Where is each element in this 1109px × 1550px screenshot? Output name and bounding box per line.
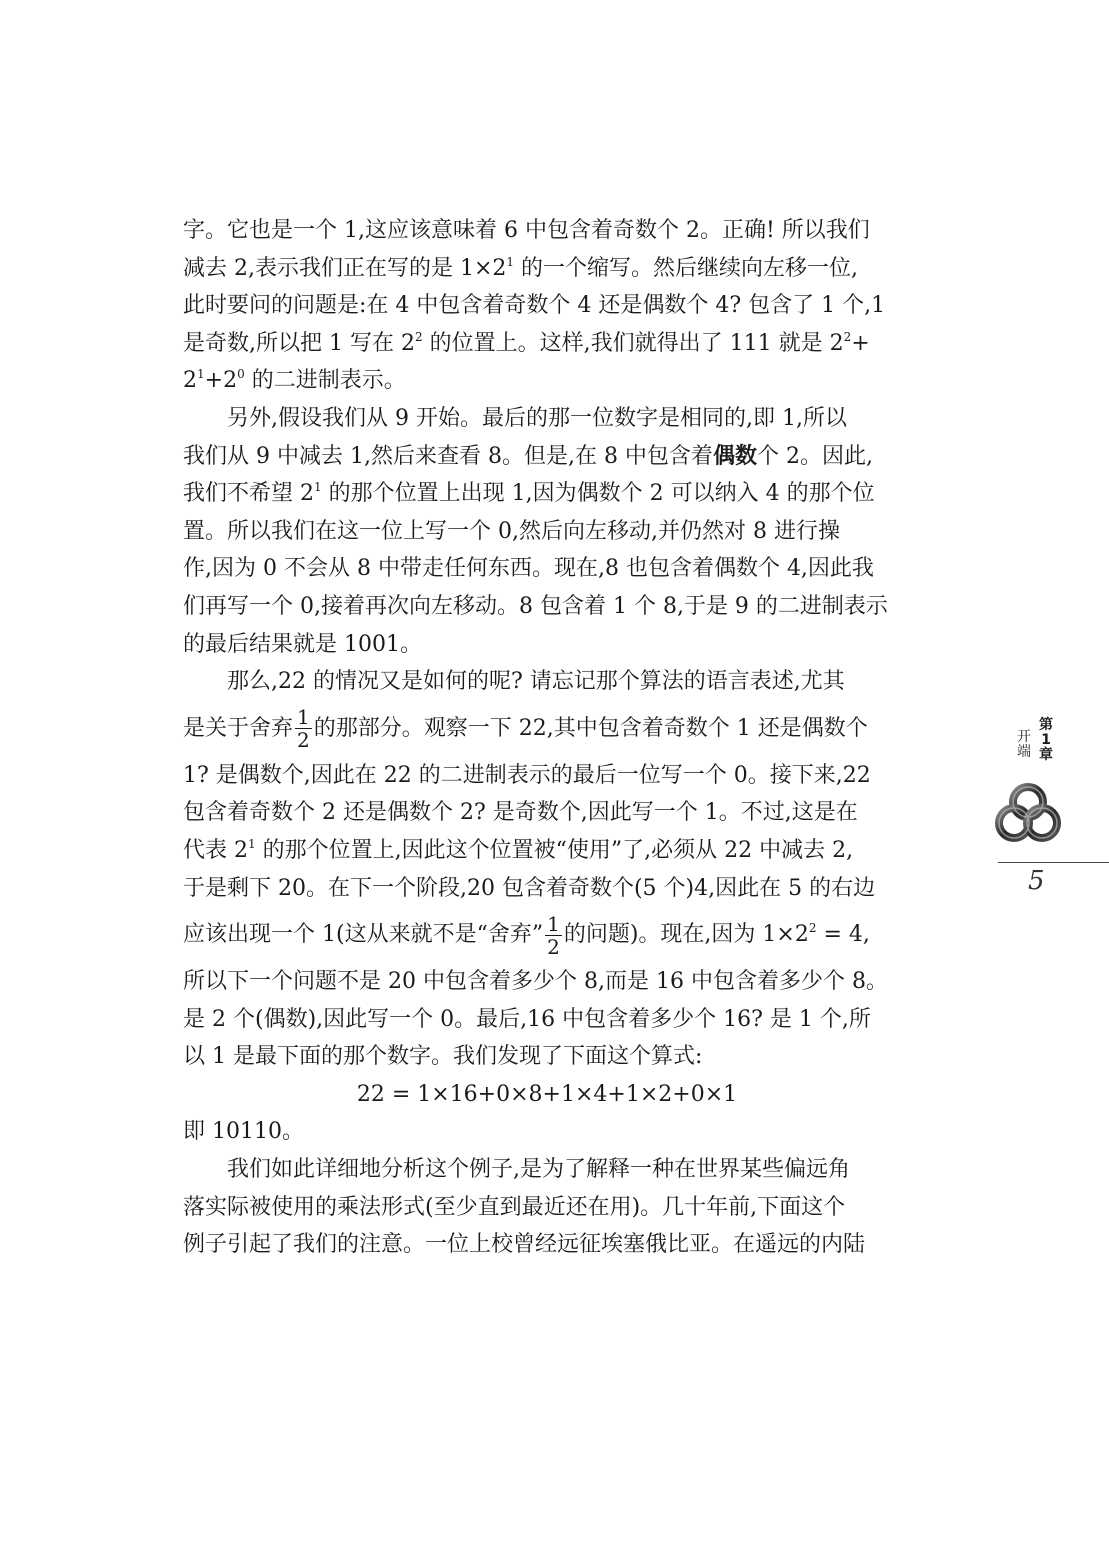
text-line (183, 701, 911, 757)
text-line: 字。它也是一个 1,这应该意味着 6 中包含着奇数个 2。正确! 所以我们 (183, 218, 870, 243)
text-run: 的一个缩写。然后继续向左移一位, (514, 255, 859, 281)
text-line: 作,因为 0 不会从 8 中带走任何东西。现在,8 也包含着偶数个 4,因此我 (183, 556, 874, 582)
text-run: 是关于舍弃 (183, 715, 294, 741)
text-run: 减去 2,表示我们正在写的是 1×2 (183, 255, 507, 281)
text-run: 的那个位置上,因此这个位置被“使用”了,必须从 22 中减去 2, (255, 837, 854, 863)
text-line: 那么,22 的情况又是如何的呢? 请忘记那个算法的语言表述,尤其 (227, 669, 845, 695)
text-line: 即 10110。 (183, 1119, 304, 1145)
text-line (183, 362, 911, 400)
paragraph-3 (183, 663, 911, 1076)
text-line: 所以下一个问题不是 20 中包含着多少个 8,而是 16 中包含着多少个 8。 (183, 969, 888, 995)
text-line: 例子引起了我们的注意。一位上校曾经远征埃塞俄比亚。在遥远的内陆 (183, 1232, 866, 1258)
text-line: 于是剩下 20。在下一个阶段,20 包含着奇数个(5 个)4,因此在 5 的右边 (183, 875, 876, 901)
text-run: 个 2。因此, (756, 443, 873, 469)
text-line: 我们如此详细地分析这个例子,是为了解释一种在世界某些偏远角 (227, 1157, 850, 1183)
text-run: +2 (204, 368, 238, 394)
paragraph-4 (183, 1151, 911, 1264)
text-line: 是 2 个(偶数),因此写一个 0。最后,16 中包含着多少个 16? 是 1 个,所 (183, 1006, 871, 1032)
text-line: 置。所以我们在这一位上写一个 0,然后向左移动,并仍然对 8 进行操 (183, 518, 840, 544)
superscript: 0 (237, 367, 245, 382)
text-run: 的位置上。这样,我们就得出了 111 就是 2 (422, 330, 844, 356)
text-run: 代表 2 (183, 837, 248, 863)
chapter-title-char: 开 (1017, 729, 1031, 745)
formula: 22 = 1×16+0×8+1×4+1×2+0×1 (356, 1081, 738, 1107)
superscript: 1 (248, 836, 256, 851)
text-run: 的那部分。观察一下 22,其中包含着奇数个 1 还是偶数个 (313, 715, 868, 741)
text-run: 我们从 9 中减去 1,然后来查看 8。但是,在 8 中包含着 (183, 443, 713, 469)
fraction-denominator: 2 (297, 728, 310, 753)
chapter-label-char: 第 (1039, 717, 1053, 733)
chapter-title-char: 端 (1017, 744, 1031, 760)
paragraph-2 (183, 400, 911, 663)
chapter-label-char: 章 (1039, 747, 1053, 763)
text-line (183, 475, 911, 513)
tab-divider (998, 862, 1109, 863)
superscript: 2 (843, 329, 852, 344)
fraction-half (545, 913, 562, 958)
superscript: 2 (808, 921, 817, 936)
text-run: 2 (183, 368, 197, 394)
text-line (183, 832, 911, 870)
text-run: 我们不希望 2 (183, 481, 314, 507)
chapter-label-char: 1 (1041, 732, 1051, 748)
text-line: 1? 是偶数个,因此在 22 的二进制表示的最后一位写一个 0。接下来,22 (183, 762, 871, 788)
text-run: 的那个位置上出现 1,因为偶数个 2 可以纳入 4 的那个位 (321, 481, 875, 507)
trefoil-knot-icon (992, 780, 1064, 846)
superscript: 1 (197, 367, 205, 382)
text-line: 此时要问的问题是:在 4 中包含着奇数个 4 还是偶数个 4? 包含了 1 个,1 (183, 293, 886, 319)
text-run: = 4, (816, 922, 870, 948)
main-text (183, 212, 911, 1264)
fraction-half (295, 706, 312, 751)
text-run: 应该出现一个 1(这从来就不是“舍弃” (183, 922, 544, 948)
text-line (183, 907, 911, 963)
fraction-numerator: 1 (547, 911, 560, 936)
superscript: 1 (314, 480, 322, 495)
superscript: 2 (414, 329, 423, 344)
text-line (183, 325, 911, 363)
page-number: 5 (1028, 866, 1045, 896)
paragraph-1 (183, 212, 911, 400)
text-line (183, 438, 911, 476)
text-run: + (851, 330, 870, 356)
text-run: 是奇数,所以把 1 写在 2 (183, 330, 415, 356)
fraction-denominator: 2 (547, 934, 560, 959)
text-line: 以 1 是最下面的那个数字。我们发现了下面这个算式: (183, 1044, 703, 1070)
text-line: 的最后结果就是 1001。 (183, 631, 422, 657)
text-run: 的问题)。现在,因为 1×2 (563, 922, 809, 948)
text-line: 另外,假设我们从 9 开始。最后的那一位数字是相同的,即 1,所以 (227, 405, 847, 431)
fraction-numerator: 1 (297, 705, 310, 730)
text-line (183, 250, 911, 288)
text-line: 落实际被使用的乘法形式(至少直到最近还在用)。几十年前,下面这个 (183, 1194, 846, 1220)
text-line: 们再写一个 0,接着再次向左移动。8 包含着 1 个 8,于是 9 的二进制表示 (183, 593, 888, 619)
text-line: 包含着奇数个 2 还是偶数个 2? 是奇数个,因此写一个 1。不过,这是在 (183, 800, 858, 826)
superscript: 1 (506, 254, 515, 269)
bold-text: 偶数 (712, 443, 757, 469)
text-run: 的二进制表示。 (244, 368, 406, 394)
